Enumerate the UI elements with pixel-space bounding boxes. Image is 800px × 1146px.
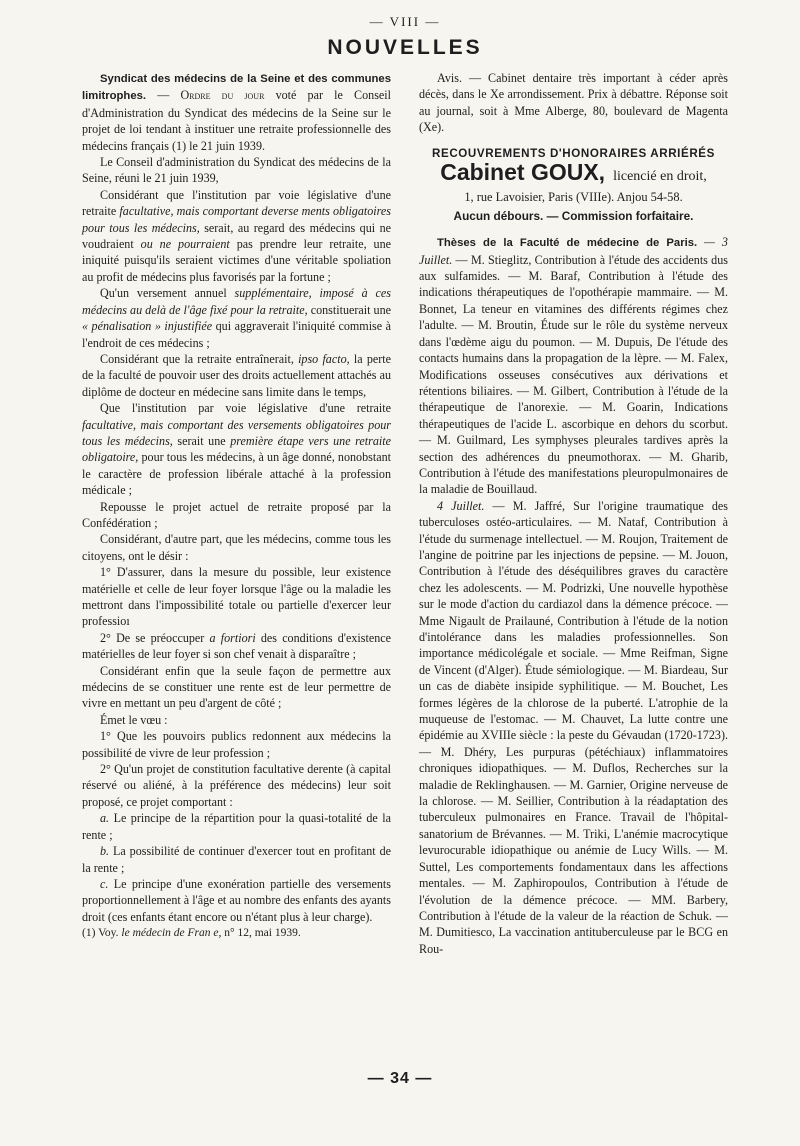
italic-run: ipso facto, (298, 351, 350, 366)
italic-run: facultative, mais comportant deverse ments obligatoires pour tous les médecins, (82, 204, 392, 235)
avis-paragraph: Avis. — Cabinet dentaire très important à céder après décès, dans le Xe arrondissement. Prix à débattre. Réponse soit au journal, soit à Mme Alberge, 80, boulevard de Magenta (Xe). (419, 71, 728, 135)
text-run: Considérant que la retraite entraînerait, (100, 351, 299, 366)
italic-run: « pénalisation » injustifiée (82, 319, 213, 334)
text-run: serait une (172, 433, 231, 448)
cabinet-name: Cabinet GOUX, (440, 159, 606, 186)
point-1: 1° D'assurer, dans la mesure du possible, leur existence matérielle et celle de leur foyer lorsque l'âge ou la maladie les mettront dans l'impossibilité totale ou partielle d'exercer leur professioı (82, 565, 391, 629)
italic-run: c. (100, 876, 109, 891)
recouvrements-heading: RECOUVREMENTS D'HONORAIRES ARRIÉRÉS (432, 146, 715, 160)
italic-run: a fortiori (209, 630, 256, 645)
theses-paragraph-2 (419, 498, 728, 957)
text-run: n° 12, mai 1939. (221, 927, 301, 940)
voeu-2: 2° Qu'un projet de constitution facultative derente (à capital réservé ou aliéné, à la préférence des médecins) leur soit proposé, ce projet comportant : (82, 762, 391, 809)
point-2 (82, 630, 391, 663)
page-number: — 34 — (367, 1070, 433, 1087)
syndicat-heading: Syndicat des médecins de la Seine et des communes limitrophes. (82, 73, 391, 103)
institution-paragraph (82, 400, 391, 498)
text-run: Qu'un versement annuel (100, 286, 235, 301)
two-column-body (82, 70, 728, 957)
repousse-paragraph: Repousse le projet actuel de retraite proposé par la Confédération ; (82, 499, 391, 530)
text-run: pour tous les médecins, à un âge donné, nonobstant le caractère de profession libérale attaché à la profession médicale ; (82, 450, 391, 498)
ordre-du-jour: Ordre du jour (180, 88, 265, 103)
emet-voeu: Émet le vœu : (100, 712, 168, 727)
principe-a (82, 810, 391, 843)
considerant-3: Considérant, d'autre part, que les médecins, comme tous les citoyens, ont le désir : (82, 532, 391, 563)
text-run: Le principe d'une exonération partielle des versements proportionnellement à l'âge et au nombre des enfants des ayants droit (ces enfants étant encore ou n'étant plus à leur charge). (82, 876, 391, 924)
cabinet-address: 1, rue Lavoisier, Paris (VIIIe). Anjou 54-58. (464, 190, 683, 205)
text-run: 2° De se préoccuper (100, 630, 210, 645)
right-column (419, 70, 728, 957)
italic-run: b. (100, 844, 110, 859)
considerant-4: Considérant enfin que la seule façon de permettre aux médecins de se constituer une rente est de leur permettre de vivre en mettant un peu d'argent de côté ; (82, 663, 391, 711)
page-title: NOUVELLES (327, 36, 483, 59)
syndicat-dash: — (146, 88, 181, 103)
text-run: (1) Voy. (82, 927, 122, 940)
text-run: Considérant que l'institution par voie législative d'une retraite (82, 187, 391, 219)
aucun-debours: Aucun débours. — Commission forfaitaire. (453, 208, 694, 223)
principe-b (82, 843, 391, 876)
text-run: pas prendre leur retraite, une iniquité puisqu'ils seraient victimes d'une véritable spoliation au profit de médecins plus favorisés par la fortune ; (82, 237, 391, 284)
roman-page-number: — VIII — (369, 14, 441, 29)
italic-run: facultative, mais comportant des versements obligatoires pour tous les médecins, (82, 417, 391, 448)
voeu-1: 1° Que les pouvoirs publics redonnent aux médecins la possibilité de vivre de leur profession ; (82, 729, 391, 760)
text-run: qui aggraverait l'iniquité commise à l'endroit de ces médecins ; (82, 319, 391, 350)
italic-run: ou ne pourraient (140, 237, 230, 252)
theses-list-1: — M. Stieglitz, Contribution à l'étude des accidents dus aux sulfamides. — M. Baraf, Contribution à l'étude des indications thérapeutiques de l'opothérapie mammaire. — M. Bonnet, La teneur en vitamines des différents régimes chez l'adulte. — M. Broutin, Étude sur le rôle du système nerveux dans l'œdème aigu du poumon. — M. Dupuis, De l'étude des contacts humains dans la propagation de la lèpre. — M. Falex, Modifications osseuses consécutives aux dérivations et rétentions biliaires. — M. Gilbert, Contribution à l'étude de la thérapeutique de l'anorexie. — M. Goarin, Indications thérapeutiques de l'acide L. ascorbique en dehors du scorbut. — M. Guilmard, Les symphyses pleurales tardives après la section des adhérences du pneumothorax. — M. Gharib, Contribution à l'étude des manifestations pleuropulmonaires de la maladie de Bouillaud. (419, 252, 728, 497)
considerant-1 (82, 187, 391, 285)
principe-c (82, 876, 391, 925)
theses-date-2: 4 Juillet. (437, 498, 485, 513)
theses-date: — 3 Juillet. (419, 235, 728, 267)
text-run: Que l'institution par voie législative d'une retraite (100, 401, 391, 416)
text-run: Le principe de la répartition pour la quasi-totalité de la rente ; (82, 811, 391, 842)
theses-paragraph (419, 234, 728, 498)
considerant-2 (82, 351, 391, 400)
cabinet-subtitle: licencié en droit, (613, 169, 707, 185)
conseil-paragraph: Le Conseil d'administration du Syndicat des médecins de la Seine, réuni le 21 juin 1939, (82, 155, 391, 186)
text-run: serait, au regard des médecins qui ne voudraient (82, 220, 391, 252)
footnote (82, 925, 391, 941)
text-run: La possibilité de continuer d'exercer tout en profitant de la rente ; (82, 844, 391, 875)
versement-paragraph (82, 285, 391, 351)
cabinet-line (419, 159, 728, 186)
theses-heading: Thèses de la Faculté de médecine de Paris. (437, 237, 698, 250)
italic-run: le médecin de Fran e, (121, 927, 222, 940)
text-run: la perte de la faculté de pouvoir user des droits actuellement attachés au diplôme de docteur en médecine sans limite dans le temps, (82, 351, 391, 399)
italic-run: première étape vers une retraite obligatoire, (82, 433, 391, 465)
italic-run: a. (100, 811, 110, 826)
syndicat-text: voté par le Conseil d'Administration du Syndicat des médecins de la Seine sur le projet de loi tendant à instituer une retraite professionnelle des médecins français (1) le 21 juin 1939. (82, 88, 391, 153)
text-run: des conditions d'existence matérielles de leur foyer si son chef venait à disparaître ; (82, 630, 391, 662)
text-run: constituerait une (307, 302, 392, 317)
left-column (82, 70, 391, 957)
italic-run: supplémentaire, imposé à ces médecins au delà de l'âge fixé pour la retraite, (82, 286, 391, 317)
theses-list-2: — M. Jaffré, Sur l'origine traumatique des tuberculoses ostéo-articulaires. — M. Nataf, Contribution à l'étude du surmenage intellectuel. — M. Roujon, Traitement de l'angine de poitrine par les injections de pepsine. — M. Jouon, Contribution à l'étude des déséquilibres graves du caractère chez les adolescents. — M. Podrizki, Une nouvelle hypothèse sur le mode d'action du cardiazol dans la démence précoce. — Mme Nigault de Prailauné, Contribution à l'étude de la notion d'intolérance dans les maladies professionnelles. Son importance médicolégale et sociale. — Mme Reifman, Signe de Vincent (d'Alger). Étude sémiologique. — M. Biardeau, Sur un cas de diabète insipide syphilitique. — M. Bouchet, Les formes légères de la chlorose de la puberté. L'atrophie de la muqueuse de l'estomac. — M. Chauvet, La lutte contre une épidémie au XVIIIe siècle : la peste du Gévaudan (1720-1723). — M. Dhéry, Les purpuras (pétéchiaux) inflammatoires chroniques idiopathiques. — M. Duflos, Recherches sur la maladie de Reklinghausen. — M. Garnier, Origine nerveuse de la chlorose. — M. Seillier, Contribution à la réadaptation des tuberculeux pulmonaires en France. Travail de l'hôpital-sanatorium de Brévannes. — M. Triki, L'anémie macrocytique levurocurable idiopathique ou anémie de Lucy Wills. — M. Suttel, Les comportements fondamentaux dans les affections mentales. — M. Zaphiropoulos, Contribution à l'étude de l'évolution de la démence précoce. — MM. Barbery, Contribution à l'étude de la valeur de la réaction de Schuk. — M. Dumitiesco, La vaccination antituberculeuse par le BCG en Rou- (419, 498, 728, 956)
syndicat-paragraph (82, 70, 391, 154)
